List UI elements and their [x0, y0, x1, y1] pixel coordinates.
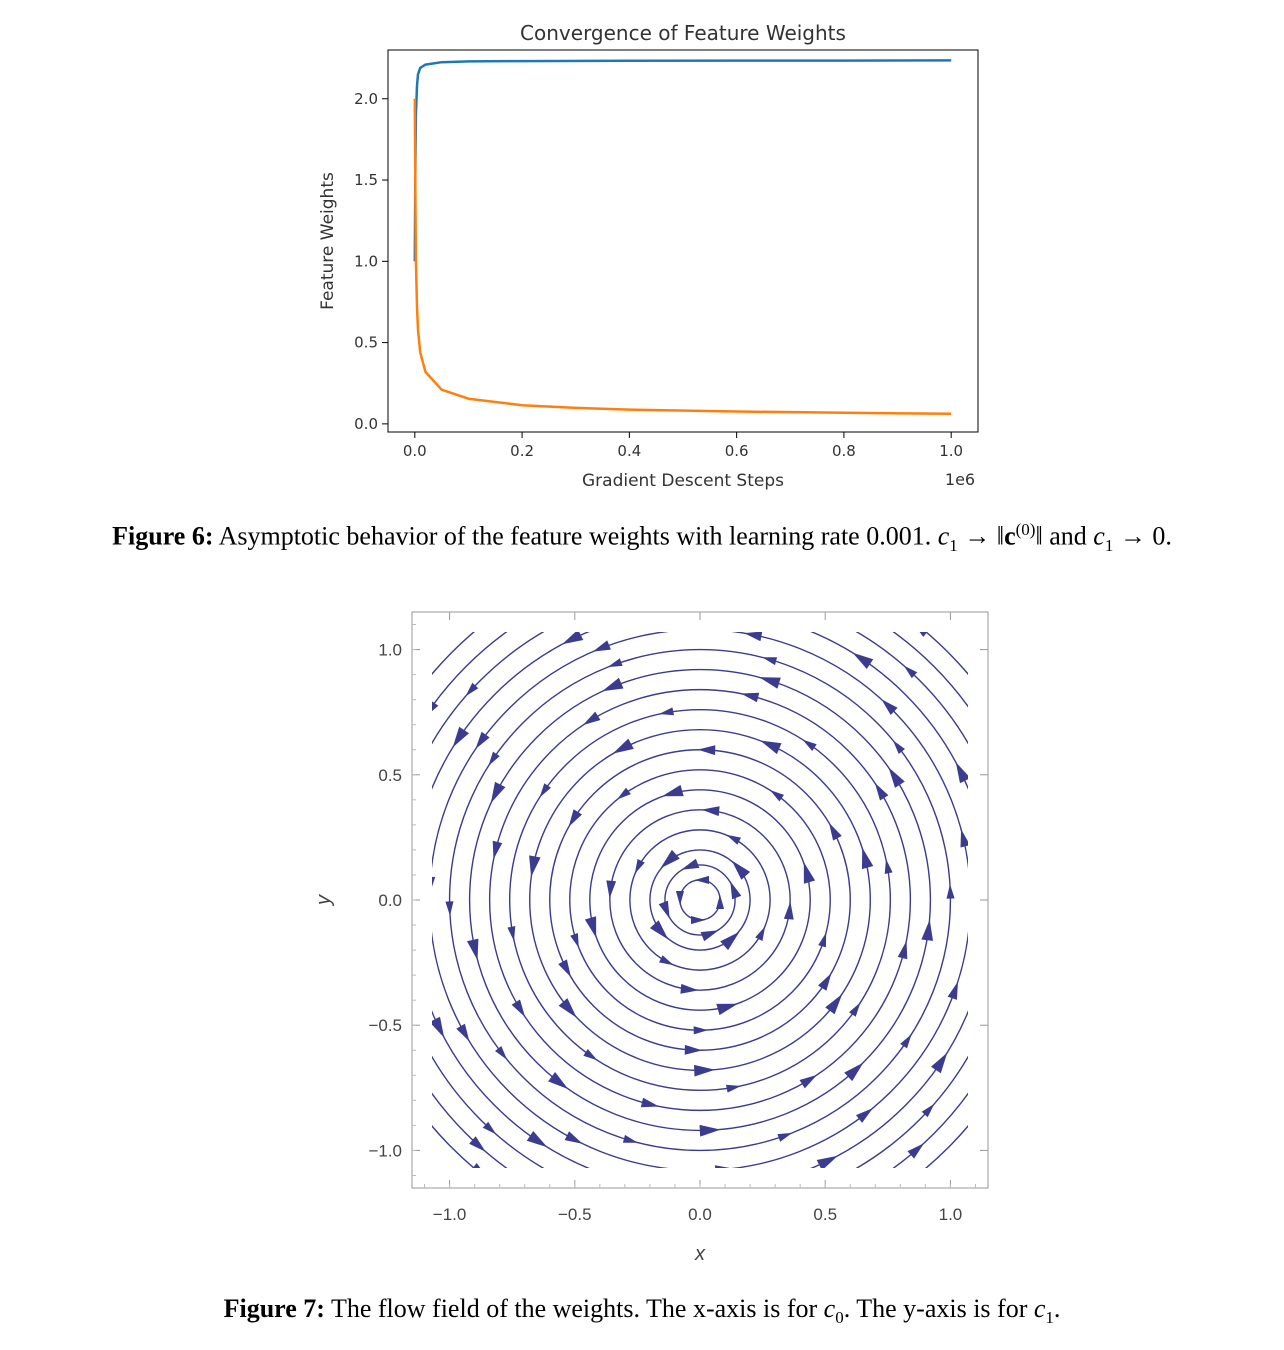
flow-arrow — [695, 876, 709, 884]
flow-arrow — [491, 782, 506, 803]
flow-arrow — [585, 916, 596, 938]
flow-arrow — [565, 1131, 583, 1143]
flow-arrow — [715, 1165, 733, 1175]
flow-arrow — [744, 632, 762, 642]
figure-6 — [0, 0, 1284, 500]
flow-arrow — [425, 877, 435, 895]
flow-arrow — [623, 1135, 638, 1143]
flow-arrow — [467, 939, 478, 961]
series-line-2 — [415, 99, 951, 414]
flow-arrow — [541, 600, 559, 610]
flow-field-chart — [300, 600, 1020, 1280]
flow-arrow — [762, 657, 777, 665]
flow-arrow — [570, 933, 579, 948]
figure-6-caption — [0, 520, 1284, 556]
flow-arrow — [889, 767, 905, 788]
chart-title: Convergence of Feature Weights — [520, 21, 846, 45]
flow-arrow — [800, 1075, 818, 1089]
flow-arrow — [559, 998, 577, 1018]
streamline — [409, 609, 990, 1190]
c1-subscript-7: 1 — [1045, 1308, 1054, 1328]
caption-end: → 0. — [1113, 521, 1172, 551]
flow-arrow — [726, 835, 741, 845]
flow-arrow — [956, 762, 971, 783]
figure-6-rate: 0.001. — [866, 521, 932, 551]
x-axis-label: x — [695, 1243, 705, 1265]
flow-arrow — [527, 1131, 548, 1147]
flow-arrow — [818, 933, 826, 948]
series-line-1 — [415, 60, 951, 261]
flow-arrow — [430, 1017, 445, 1038]
streamline — [530, 730, 871, 1071]
c1b-subscript: 1 — [1104, 535, 1114, 555]
streamline — [450, 650, 951, 1151]
superscript-zero: (0) — [1015, 520, 1036, 539]
x-axis-label: Gradient Descent Steps — [581, 471, 785, 491]
flow-arrow — [898, 941, 908, 959]
flow-arrow — [659, 901, 670, 919]
flow-arrow — [848, 604, 866, 617]
flow-arrow — [694, 1065, 715, 1077]
flow-arrow — [676, 891, 684, 905]
flow-arrow — [726, 1085, 741, 1093]
x-tick-label: 0.6 — [724, 442, 749, 460]
flow-arrow — [476, 732, 490, 749]
flow-arrow — [602, 678, 623, 692]
flow-arrow — [961, 829, 971, 847]
flow-arrow — [380, 736, 394, 757]
flow-arrow — [626, 1198, 641, 1206]
flow-arrow — [691, 916, 705, 924]
y-tick-label: 0.0 — [354, 414, 378, 433]
y-tick-label: 1.5 — [354, 171, 378, 190]
flow-arrow — [709, 605, 730, 617]
flow-arrow — [661, 850, 680, 868]
c1-subscript: 1 — [949, 535, 958, 555]
flow-arrow — [1001, 1011, 1012, 1029]
flow-plot-frame — [412, 612, 988, 1188]
streamline — [389, 600, 1010, 1211]
flow-arrow — [998, 959, 1006, 974]
flow-arrow — [767, 1219, 785, 1229]
flow-arrow — [844, 1063, 863, 1082]
flow-arrow — [759, 677, 781, 689]
flow-arrow — [583, 712, 601, 726]
flow-arrow — [875, 783, 889, 801]
flow-arrow — [770, 790, 784, 802]
flow-arrow — [716, 1004, 738, 1015]
streamline — [470, 670, 931, 1131]
flow-arrow — [680, 984, 698, 994]
flow-arrow — [445, 901, 453, 916]
streamline — [680, 880, 720, 920]
figure-7-mid: . The y-axis is for — [843, 1294, 1028, 1323]
c1-symbol: c — [937, 521, 950, 551]
flow-arrow — [885, 859, 893, 874]
x-tick-label: −1.0 — [432, 1205, 467, 1224]
flow-arrow — [786, 1194, 801, 1202]
flow-arrow — [947, 884, 955, 899]
streamline — [590, 790, 810, 1010]
c1-symbol-7: c — [1033, 1294, 1046, 1323]
streamline — [630, 830, 770, 970]
flow-arrow — [759, 600, 774, 602]
flow-arrow — [931, 1053, 947, 1074]
flow-arrow — [606, 880, 616, 898]
flow-arrow — [700, 1125, 721, 1137]
flow-arrow — [474, 615, 494, 633]
flow-arrow — [610, 1234, 632, 1245]
c0-subscript: 0 — [835, 1308, 844, 1328]
flow-arrow — [702, 806, 720, 816]
flow-arrow — [650, 920, 668, 939]
flow-arrow — [562, 630, 583, 645]
flow-arrow — [893, 740, 905, 754]
flow-arrow — [495, 1046, 507, 1060]
flow-arrow — [984, 909, 996, 930]
flow-arrow — [635, 859, 645, 874]
flow-arrow — [908, 1143, 925, 1158]
flow-arrow — [911, 620, 931, 637]
flow-arrow — [784, 902, 794, 920]
streamline — [510, 710, 891, 1091]
figure-7-caption — [0, 1294, 1284, 1328]
flow-arrow — [608, 658, 623, 667]
streamline — [490, 690, 911, 1111]
flow-arrow — [398, 986, 406, 1001]
stream-group — [344, 600, 1021, 1251]
flow-arrow — [344, 889, 356, 910]
flow-arrow — [921, 920, 933, 941]
flow-arrow — [488, 752, 499, 766]
x-tick-label: 0.0 — [688, 1205, 712, 1224]
flow-arrow — [394, 826, 402, 841]
x-tick-label: −0.5 — [558, 1205, 592, 1224]
flow-arrow — [716, 895, 724, 909]
flow-arrow — [817, 1156, 838, 1171]
flow-arrow — [469, 1163, 489, 1180]
bold-c: c — [1004, 521, 1016, 551]
y-tick-label: 0.5 — [354, 333, 378, 352]
y-axis-label: Feature Weights — [318, 172, 338, 310]
flow-arrow — [849, 1003, 860, 1017]
flow-arrow — [853, 653, 874, 669]
flow-arrow — [1011, 739, 1020, 760]
x-tick-label: 0.4 — [617, 442, 642, 460]
flow-arrow — [681, 859, 699, 870]
flow-arrow — [548, 1072, 568, 1089]
streamline — [665, 865, 735, 935]
streamline — [349, 600, 1020, 1251]
flow-arrow — [453, 727, 469, 748]
y-axis-label: y — [313, 895, 335, 905]
flow-arrow — [856, 1108, 873, 1123]
x-tick-label: 0.5 — [813, 1205, 838, 1224]
x-tick-label: 1.0 — [938, 1205, 963, 1224]
x-tick-label: 1.0 — [939, 442, 964, 460]
flow-arrow — [368, 848, 378, 866]
flow-arrow — [907, 1168, 927, 1186]
x-tick-label: 0.8 — [831, 442, 856, 460]
flow-arrow — [613, 739, 634, 754]
norm-close-and: ‖ and — [1035, 521, 1094, 551]
flow-arrow — [670, 1184, 691, 1196]
flow-arrow — [994, 799, 1002, 814]
flow-arrow — [662, 785, 684, 796]
flow-arrow — [900, 1034, 911, 1048]
flow-arrow — [569, 809, 582, 827]
streamline — [610, 810, 790, 990]
flow-arrow — [694, 1026, 709, 1034]
flow-arrow — [698, 745, 716, 755]
flow-arrow — [609, 1214, 627, 1224]
x-offset-label: 1e6 — [944, 470, 976, 489]
flow-arrow — [732, 861, 750, 880]
y-tick-label: −0.5 — [368, 1016, 402, 1036]
arrow-norm-open: → ‖ — [957, 521, 1005, 551]
streamline — [570, 770, 830, 1030]
flow-arrow — [599, 600, 614, 606]
flow-arrow — [720, 932, 739, 950]
x-tick-label: 0.0 — [402, 442, 427, 460]
flow-arrow — [374, 1040, 388, 1061]
flow-arrow — [755, 926, 765, 941]
flow-arrow — [507, 926, 515, 941]
figure-6-label: Figure 6: — [112, 521, 214, 551]
flow-arrow — [617, 788, 631, 800]
flow-arrow — [818, 973, 831, 991]
figure-7-label: Figure 7: — [223, 1294, 325, 1323]
streamline — [550, 750, 851, 1051]
flow-arrow — [968, 707, 982, 724]
flow-arrow — [760, 741, 781, 755]
figure-6-text: Asymptotic behavior of the feature weights with learning rate — [218, 521, 860, 551]
flow-arrow — [593, 640, 611, 651]
c0-symbol: c — [823, 1294, 836, 1323]
flow-arrow — [730, 881, 741, 899]
flow-arrow — [741, 693, 759, 703]
flow-arrow — [685, 1045, 703, 1055]
flow-arrow — [405, 870, 417, 891]
flow-arrow — [777, 1133, 792, 1142]
flow-arrow — [529, 855, 541, 877]
flow-arrow — [862, 848, 873, 870]
flow-arrow — [701, 930, 719, 941]
y-tick-label: −1.0 — [368, 1141, 402, 1161]
figure-7-text: The flow field of the weights. The x-axis is for — [330, 1294, 818, 1323]
flow-arrow — [1006, 1043, 1020, 1064]
y-tick-label: 2.0 — [354, 89, 378, 108]
flow-arrow — [558, 959, 571, 977]
flow-arrow — [456, 1024, 469, 1042]
c1b-symbol: c — [1093, 521, 1105, 551]
flow-arrow — [424, 700, 438, 717]
flow-arrow — [493, 841, 503, 859]
x-tick-label: 0.2 — [510, 442, 535, 460]
flow-arrow — [540, 783, 551, 797]
flow-arrow — [766, 1239, 788, 1250]
flow-arrow — [804, 862, 815, 884]
y-tick-label: 1.0 — [354, 252, 378, 271]
flow-arrow — [659, 707, 674, 715]
flow-arrow — [641, 1098, 659, 1108]
figure-7 — [300, 600, 1020, 1280]
convergence-chart — [0, 0, 1284, 500]
y-tick-label: 0.5 — [378, 765, 402, 785]
flow-arrow — [825, 994, 842, 1014]
flow-arrow — [829, 823, 842, 841]
flow-arrow — [948, 982, 958, 1000]
flow-arrow — [512, 1000, 525, 1018]
y-tick-label: 1.0 — [378, 640, 402, 660]
plot-area-frame — [388, 50, 978, 432]
y-tick-label: 0.0 — [378, 891, 402, 910]
flow-arrow — [659, 955, 674, 965]
figure-7-end: . — [1053, 1294, 1061, 1323]
flow-arrow — [803, 740, 817, 751]
flow-arrow — [583, 1049, 597, 1060]
